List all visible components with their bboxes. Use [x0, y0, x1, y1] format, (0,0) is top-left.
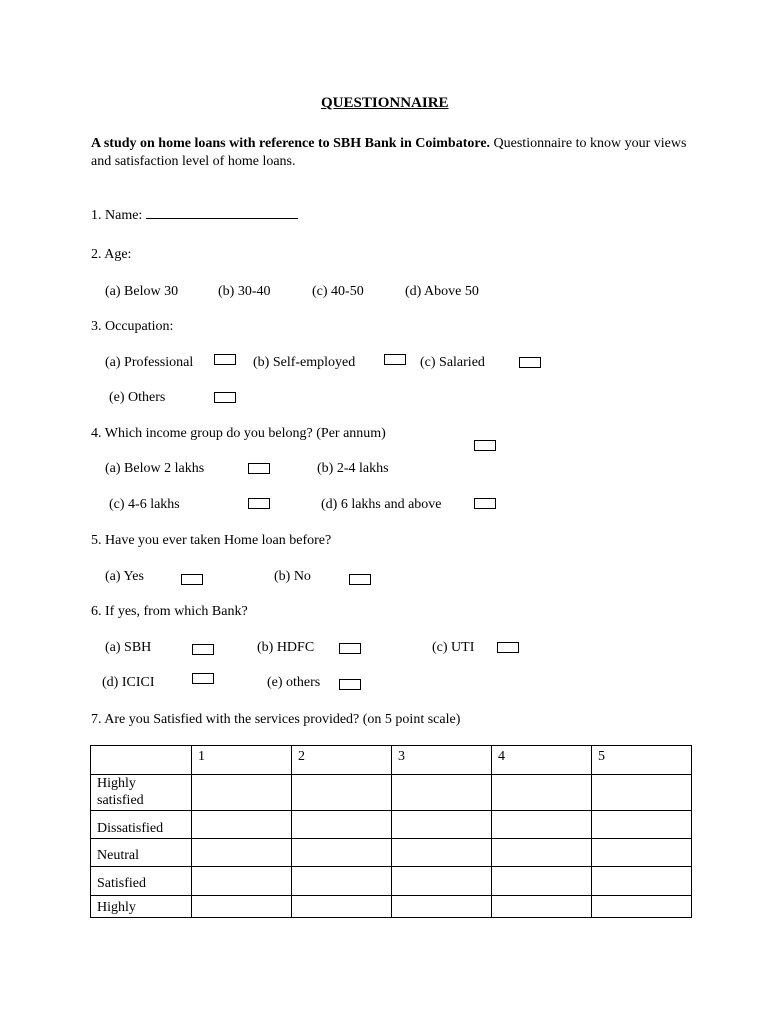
bank-icici-checkbox[interactable] [192, 673, 214, 684]
occupation-self-employed-checkbox[interactable] [384, 354, 406, 365]
table-corner-cell [91, 746, 192, 775]
income-extra-checkbox[interactable] [474, 440, 496, 451]
rating-cell[interactable] [292, 811, 392, 839]
satisfaction-scale-table [90, 745, 692, 918]
page-title: QUESTIONNAIRE [321, 95, 449, 111]
table-row [91, 775, 692, 811]
intro-paragraph [91, 135, 691, 171]
occupation-professional-checkbox[interactable] [214, 354, 236, 365]
row-label-satisfied: Satisfied [91, 867, 192, 896]
table-row [91, 811, 692, 839]
scale-header-cell: 4 [492, 746, 592, 775]
table-row [91, 839, 692, 867]
scale-header-cell: 1 [192, 746, 292, 775]
income-below-2-lakhs-checkbox[interactable] [248, 463, 270, 474]
rating-cell[interactable] [592, 775, 692, 811]
rating-cell[interactable] [292, 896, 392, 918]
scale-header-cell: 2 [292, 746, 392, 775]
rating-cell[interactable] [392, 839, 492, 867]
scale-header-cell: 3 [392, 746, 492, 775]
row-label-dissatisfied: Dissatisfied [91, 811, 192, 839]
income-option-6-lakhs-above: (d) 6 lakhs and above [321, 497, 442, 512]
bank-option-hdfc: (b) HDFC [257, 640, 315, 655]
occupation-salaried-checkbox[interactable] [519, 357, 541, 368]
rating-cell[interactable] [592, 896, 692, 918]
bank-option-uti: (c) UTI [432, 640, 475, 655]
income-option-2-4-lakhs: (b) 2-4 lakhs [317, 461, 389, 476]
occupation-others-checkbox[interactable] [214, 392, 236, 403]
income-option-4-6-lakhs: (c) 4-6 lakhs [109, 497, 180, 512]
income-4-6-lakhs-checkbox[interactable] [248, 498, 270, 509]
question-7-label: 7. Are you Satisfied with the services provided? (on 5 point scale) [91, 712, 461, 727]
rating-cell[interactable] [492, 811, 592, 839]
bank-option-sbh: (a) SBH [105, 640, 152, 655]
bank-others-checkbox[interactable] [339, 679, 361, 690]
question-3-label: 3. Occupation: [91, 319, 174, 334]
table-header-row [91, 746, 692, 775]
income-6-lakhs-above-checkbox[interactable] [474, 498, 496, 509]
bank-option-icici: (d) ICICI [102, 675, 155, 690]
question-5-label: 5. Have you ever taken Home loan before? [91, 533, 332, 548]
bank-option-others: (e) others [267, 675, 321, 690]
row-label-highly-satisfied: Highly satisfied [91, 775, 192, 811]
rating-cell[interactable] [592, 811, 692, 839]
rating-cell[interactable] [592, 839, 692, 867]
rating-cell[interactable] [392, 811, 492, 839]
age-option-below-30[interactable]: (a) Below 30 [105, 284, 179, 299]
home-loan-yes-checkbox[interactable] [181, 574, 203, 585]
occupation-option-salaried: (c) Salaried [420, 355, 485, 370]
home-loan-no-checkbox[interactable] [349, 574, 371, 585]
question-6-label: 6. If yes, from which Bank? [91, 604, 248, 619]
question-1-label: 1. Name: [91, 208, 143, 223]
rating-cell[interactable] [192, 811, 292, 839]
rating-cell[interactable] [492, 896, 592, 918]
rating-cell[interactable] [292, 775, 392, 811]
table-row [91, 867, 692, 896]
age-option-30-40[interactable]: (b) 30-40 [218, 284, 271, 299]
bank-uti-checkbox[interactable] [497, 642, 519, 653]
bank-sbh-checkbox[interactable] [192, 644, 214, 655]
rating-cell[interactable] [392, 896, 492, 918]
question-4-label: 4. Which income group do you belong? (Per annum) [91, 426, 386, 441]
rating-cell[interactable] [392, 867, 492, 896]
income-option-below-2-lakhs: (a) Below 2 lakhs [105, 461, 205, 476]
question-2-label: 2. Age: [91, 247, 132, 262]
intro-text: Questionnaire to know your views and satisfaction level of home loans. [91, 136, 687, 169]
rating-cell[interactable] [192, 867, 292, 896]
row-label-neutral: Neutral [91, 839, 192, 867]
intro-bold-text: A study on home loans with reference to SBH Bank in Coimbatore. [91, 136, 491, 151]
home-loan-option-yes: (a) Yes [105, 569, 144, 584]
rating-cell[interactable] [192, 775, 292, 811]
bank-hdfc-checkbox[interactable] [339, 643, 361, 654]
row-label-highly: Highly [91, 896, 192, 918]
scale-header-cell: 5 [592, 746, 692, 775]
name-blank-field[interactable] [146, 206, 298, 219]
rating-cell[interactable] [192, 896, 292, 918]
rating-cell[interactable] [292, 839, 392, 867]
rating-cell[interactable] [492, 839, 592, 867]
rating-cell[interactable] [392, 775, 492, 811]
rating-cell[interactable] [492, 775, 592, 811]
home-loan-option-no: (b) No [274, 569, 311, 584]
rating-cell[interactable] [592, 867, 692, 896]
rating-cell[interactable] [492, 867, 592, 896]
question-1 [91, 206, 298, 224]
rating-cell[interactable] [192, 839, 292, 867]
occupation-option-others: (e) Others [109, 390, 166, 405]
occupation-option-professional: (a) Professional [105, 355, 194, 370]
table-row [91, 896, 692, 918]
occupation-option-self-employed: (b) Self-employed [253, 355, 356, 370]
age-option-above-50[interactable]: (d) Above 50 [405, 284, 479, 299]
rating-cell[interactable] [292, 867, 392, 896]
age-option-40-50[interactable]: (c) 40-50 [312, 284, 364, 299]
